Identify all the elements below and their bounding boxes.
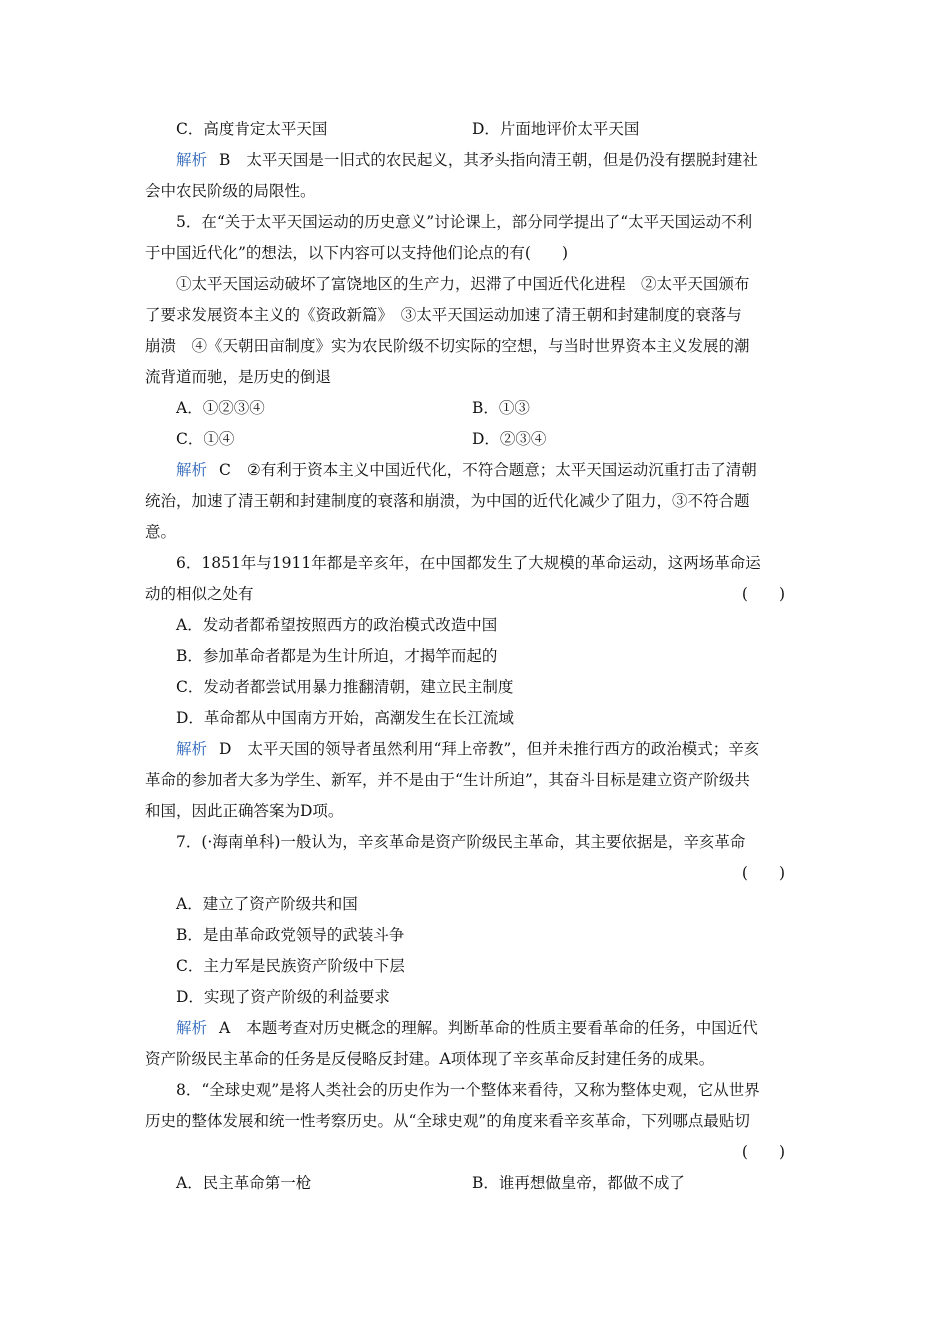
q5-option-b: B．①③ [472, 399, 530, 417]
analysis-text: ②有利于资本主义中国近代化，不符合题意；太平天国运动沉重打击了清朝 [246, 461, 757, 479]
q5-items-cont: 了要求发展资本主义的《资政新篇》 ③太平天国运动加速了清王朝和封建制度的衰落与 [145, 306, 742, 324]
analysis-label: 解析 [176, 1019, 208, 1037]
q6-stem-text: 动的相似之处有 [145, 585, 254, 603]
document-page [145, 114, 805, 1199]
q8-options-ab [145, 1168, 805, 1199]
q5-analysis-cont: 统治，加速了清王朝和封建制度的衰落和崩溃，为中国的近代化减少了阻力，③不符合题 [145, 492, 750, 510]
q4-analysis [145, 145, 805, 176]
q7-option-c: C．主力军是民族资产阶级中下层 [176, 957, 405, 975]
q5-option-a: A．①②③④ [176, 399, 265, 417]
q4-option-c: C．高度肯定太平天国 [176, 120, 328, 138]
q6-analysis-cont: 革命的参加者大多为学生、新军，并不是由于“生计所迫”，其奋斗目标是建立资产阶级共 [145, 771, 750, 789]
q7-option-d: D．实现了资产阶级的利益要求 [176, 988, 390, 1006]
q7-option-b: B．是由革命政党领导的武装斗争 [176, 926, 405, 944]
q7-analysis [145, 1013, 805, 1044]
answer-blank: ( ) [741, 864, 785, 882]
q5-option-c: C．①④ [176, 430, 235, 448]
analysis-text: 太平天国是一旧式的农民起义，其矛头指向清王朝，但是仍没有摆脱封建社 [246, 151, 758, 169]
q5-stem: 5．在“关于太平天国运动的历史意义”讨论课上，部分同学提出了“太平天国运动不利 [176, 213, 753, 231]
q4-options-cd [145, 114, 805, 145]
answer-letter: D [219, 740, 232, 758]
q6-option-c: C．发动者都尝试用暴力推翻清朝，建立民主制度 [176, 678, 514, 696]
q6-option-d: D．革命都从中国南方开始，高潮发生在长江流域 [176, 709, 514, 727]
q7-stem: 7．(·海南单科)一般认为，辛亥革命是资产阶级民主革命，其主要依据是，辛亥革命 [176, 833, 746, 851]
analysis-text: 太平天国的领导者虽然利用“拜上帝教”，但并未推行西方的政治模式；辛亥 [247, 740, 760, 758]
q4-analysis-cont: 会中农民阶级的局限性。 [145, 182, 316, 200]
q5-items: ①太平天国运动破坏了富饶地区的生产力，迟滞了中国近代化进程 ②太平天国颁布 [176, 275, 750, 293]
q6-option-a: A．发动者都希望按照西方的政治模式改造中国 [176, 616, 498, 634]
q5-items-cont: 流背道而驰，是历史的倒退 [145, 368, 332, 386]
analysis-text: 本题考查对历史概念的理解。判断革命的性质主要看革命的任务，中国近代 [246, 1019, 758, 1037]
q8-option-b: B．谁再想做皇帝，都做不成了 [472, 1174, 685, 1192]
answer-letter: B [219, 151, 231, 169]
q8-stem-cont: 历史的整体发展和统一性考察历史。从“全球史观”的角度来看辛亥革命，下列哪点最贴切 [145, 1112, 750, 1130]
analysis-label: 解析 [176, 740, 208, 758]
q5-analysis-cont: 意。 [145, 523, 177, 541]
q6-stem-cont [145, 579, 805, 610]
answer-letter: C [219, 461, 231, 479]
answer-blank: ( ) [741, 585, 785, 603]
q5-items-cont: 崩溃 ④《天朝田亩制度》实为农民阶级不切实际的空想，与当时世界资本主义发展的潮 [145, 337, 750, 355]
analysis-label: 解析 [176, 151, 208, 169]
q8-option-a: A．民主革命第一枪 [176, 1174, 312, 1192]
q5-analysis [145, 455, 805, 486]
q7-option-a: A．建立了资产阶级共和国 [176, 895, 358, 913]
q6-option-b: B．参加革命者都是为生计所迫，才揭竿而起的 [176, 647, 498, 665]
q5-stem-cont: 于中国近代化”的想法，以下内容可以支持他们论点的有( ) [145, 244, 569, 262]
q4-option-d: D．片面地评价太平天国 [472, 120, 640, 138]
q6-stem: 6．1851年与1911年都是辛亥年，在中国都发生了大规模的革命运动，这两场革命运 [176, 554, 761, 572]
analysis-label: 解析 [176, 461, 208, 479]
q6-analysis-cont: 和国，因此正确答案为D项。 [145, 802, 344, 820]
q8-stem: 8．“全球史观”是将人类社会的历史作为一个整体来看待，又称为整体史观，它从世界 [176, 1081, 760, 1099]
q6-analysis [145, 734, 805, 765]
q5-option-d: D．②③④ [472, 430, 547, 448]
q5-options-cd [145, 424, 805, 455]
q5-options-ab [145, 393, 805, 424]
answer-blank: ( ) [741, 1143, 785, 1161]
q7-analysis-cont: 资产阶级民主革命的任务是反侵略反封建。A项体现了辛亥革命反封建任务的成果。 [145, 1050, 715, 1068]
answer-letter: A [219, 1019, 231, 1037]
